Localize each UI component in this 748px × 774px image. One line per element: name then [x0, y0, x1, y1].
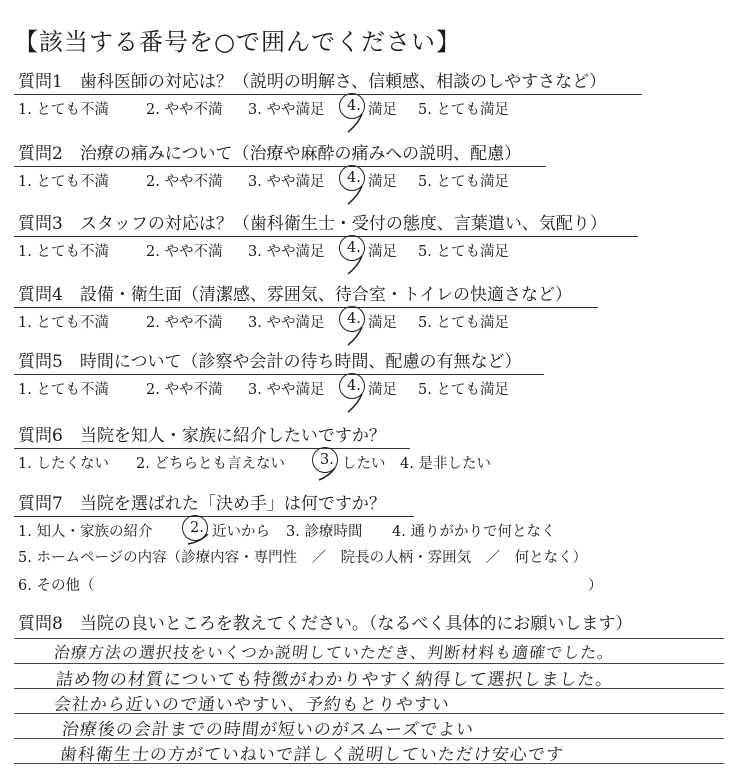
q6-circle-tail	[317, 468, 339, 482]
q7-option-6-close-paren: ）	[588, 578, 603, 594]
q7-option-1[interactable]: 1. 知人・家族の紹介	[18, 524, 153, 540]
q2-option-3[interactable]: 3. やや満足	[248, 174, 325, 190]
question-8	[14, 612, 734, 636]
q5-circle-tail	[344, 394, 366, 414]
q1-option-4-label[interactable]: 満足	[368, 102, 397, 118]
q6-option-3-label[interactable]: したい	[342, 456, 386, 472]
handwritten-line-3: 会社から近いので通いやすい、予約もとりやすい	[52, 695, 451, 715]
question-6-underline	[14, 448, 410, 449]
question-4	[14, 283, 734, 333]
question-4-options	[14, 311, 734, 333]
question-1-options	[14, 98, 734, 120]
question-1	[14, 70, 734, 120]
question-7-underline	[14, 516, 414, 517]
question-8-title: 質問8 当院の良いところを教えてください。（なるべく具体的にお願いします）	[18, 614, 633, 634]
q1-option-1[interactable]: 1. とても不満	[18, 102, 109, 118]
q2-option-4-number[interactable]: 4.	[347, 170, 361, 186]
question-5-underline	[14, 374, 544, 375]
q3-option-5[interactable]: 5. とても満足	[418, 244, 509, 260]
question-7-title: 質問7 当院を選ばれた「決め手」は何ですか？	[18, 494, 386, 514]
q7-option-4[interactable]: 4. 通りがかりで何となく	[392, 524, 556, 540]
q1-option-4-number[interactable]: 4.	[347, 98, 361, 114]
q1-option-2[interactable]: 2. やや不満	[146, 102, 223, 118]
q7-option-5-row	[14, 546, 734, 568]
q2-circle-tail	[344, 186, 366, 206]
question-7	[14, 492, 734, 596]
q4-option-1[interactable]: 1. とても不満	[18, 315, 109, 331]
q7-option-2-number[interactable]: 2.	[190, 520, 204, 536]
question-4-underline	[14, 307, 598, 308]
question-7-options	[14, 520, 734, 542]
question-2-underline	[14, 166, 546, 167]
question-6	[14, 424, 734, 474]
handwritten-line-2: 詰め物の材質についても特徴がわかりやすく納得して選択しました。	[54, 670, 615, 690]
q1-option-5[interactable]: 5. とても満足	[418, 102, 509, 118]
q4-option-2[interactable]: 2. やや不満	[146, 315, 223, 331]
q5-option-2[interactable]: 2. やや不満	[146, 382, 223, 398]
q5-option-5[interactable]: 5. とても満足	[418, 382, 509, 398]
q5-option-3[interactable]: 3. やや満足	[248, 382, 325, 398]
q6-option-1[interactable]: 1. したくない	[18, 456, 109, 472]
q7-option-6-row	[14, 574, 734, 596]
handwritten-line-1: 治療方法の選択技をいくつか説明していただき、判断材料も適確でした。	[52, 643, 616, 662]
q7-option-5[interactable]: 5. ホームページの内容（診療内容・専門性 ／ 院長の人柄・雰囲気 ／ 何となく）	[18, 550, 588, 566]
q3-option-3[interactable]: 3. やや満足	[248, 244, 325, 260]
q2-option-5[interactable]: 5. とても満足	[418, 174, 509, 190]
handwritten-line-5: 歯科衛生士の方がていねいで詳しく説明していただけ安心です	[58, 745, 565, 765]
q5-option-1[interactable]: 1. とても不満	[18, 382, 109, 398]
question-6-options	[14, 452, 734, 474]
question-1-underline	[14, 94, 642, 95]
page-title: 【該当する番号を○で囲んでください】	[14, 28, 461, 56]
question-1-title: 質問1 歯科医師の対応は？（説明の明解さ、信頼感、相談のしやすさなど）	[18, 72, 607, 92]
q3-circle-tail	[344, 256, 366, 276]
handwritten-line-4: 治療後の会計までの時間が短いのがスムーズでよい	[60, 720, 476, 740]
question-3	[14, 212, 734, 262]
q7-option-3[interactable]: 3. 診療時間	[286, 524, 363, 540]
q3-option-4-number[interactable]: 4.	[347, 240, 361, 256]
q3-option-1[interactable]: 1. とても不満	[18, 244, 109, 260]
q7-option-2-label[interactable]: 近いから	[212, 524, 270, 540]
q5-option-4-label[interactable]: 満足	[368, 382, 397, 398]
q4-circle-tail	[344, 327, 366, 347]
question-3-title: 質問3 スタッフの対応は？（歯科衛生士・受付の態度、言葉遣い、気配り）	[18, 214, 607, 234]
question-2-options	[14, 170, 734, 192]
q5-option-4-number[interactable]: 4.	[347, 378, 361, 394]
question-3-options	[14, 240, 734, 262]
question-5-options	[14, 378, 734, 400]
answer-line-2	[14, 663, 724, 664]
question-6-title: 質問6 当院を知人・家族に紹介したいですか？	[18, 426, 386, 446]
question-3-underline	[14, 236, 638, 237]
q1-option-3[interactable]: 3. やや満足	[248, 102, 325, 118]
q3-option-2[interactable]: 2. やや不満	[146, 244, 223, 260]
q4-option-5[interactable]: 5. とても満足	[418, 315, 509, 331]
q2-option-4-label[interactable]: 満足	[368, 174, 397, 190]
q6-option-4[interactable]: 4. 是非したい	[400, 456, 491, 472]
q4-option-4-number[interactable]: 4.	[347, 311, 361, 327]
question-4-title: 質問4 設備・衛生面（清潔感、雰囲気、待合室・トイレの快適さなど）	[18, 285, 572, 305]
question-2	[14, 142, 734, 192]
q7-option-6[interactable]: 6. その他（	[18, 578, 95, 594]
q6-option-3-number[interactable]: 3.	[320, 452, 334, 468]
question-5-title: 質問5 時間について（診察や会計の待ち時間、配慮の有無など）	[18, 352, 522, 372]
q1-circle-tail	[344, 114, 366, 134]
q2-option-2[interactable]: 2. やや不満	[146, 174, 223, 190]
q2-option-1[interactable]: 1. とても不満	[18, 174, 109, 190]
q3-option-4-label[interactable]: 満足	[368, 244, 397, 260]
question-2-title: 質問2 治療の痛みについて（治療や麻酔の痛みへの説明、配慮）	[18, 144, 522, 164]
q6-option-2[interactable]: 2. どちらとも言えない	[136, 456, 285, 472]
q4-option-4-label[interactable]: 満足	[368, 315, 397, 331]
answer-line-1	[14, 638, 724, 639]
question-5	[14, 350, 734, 400]
q4-option-3[interactable]: 3. やや満足	[248, 315, 325, 331]
